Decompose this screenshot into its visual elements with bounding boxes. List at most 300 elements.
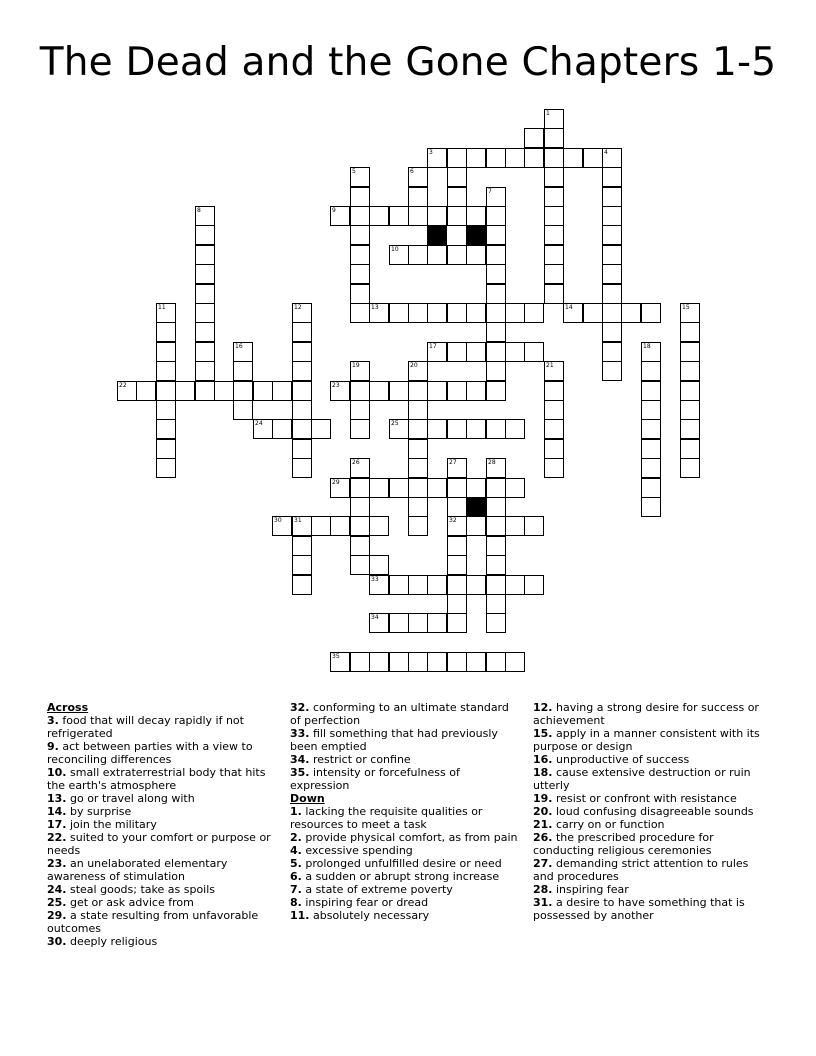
- clue-item-text: small extraterrestrial body that hits the earth's atmosphere: [47, 766, 266, 792]
- grid-cell[interactable]: [330, 516, 350, 536]
- grid-cell[interactable]: [524, 575, 544, 595]
- grid-cell[interactable]: [486, 264, 506, 284]
- grid-cell[interactable]: [680, 381, 700, 401]
- clue-item-text: restrict or confine: [309, 753, 411, 766]
- grid-cell[interactable]: [602, 167, 622, 187]
- clue-item-text: loud confusing disagreeable sounds: [552, 805, 754, 818]
- grid-cell[interactable]: [427, 419, 447, 439]
- grid-cell[interactable]: [427, 575, 447, 595]
- clue-item-number: 26.: [533, 831, 553, 844]
- grid-cell[interactable]: [350, 536, 370, 556]
- grid-cell[interactable]: [195, 245, 215, 265]
- grid-cell[interactable]: [544, 187, 564, 207]
- grid-cell[interactable]: [466, 478, 486, 498]
- grid-cell[interactable]: [292, 322, 312, 342]
- clue-item-text: inspiring fear: [552, 883, 629, 896]
- grid-cell[interactable]: [486, 516, 506, 536]
- grid-cell[interactable]: [486, 419, 506, 439]
- grid-cell[interactable]: [195, 342, 215, 362]
- grid-cell[interactable]: [486, 594, 506, 614]
- grid-cell[interactable]: [466, 206, 486, 226]
- grid-cell[interactable]: [641, 381, 661, 401]
- grid-cell[interactable]: [350, 167, 370, 187]
- grid-cell[interactable]: [447, 613, 467, 633]
- clue-item: [533, 766, 765, 792]
- clue-item: [290, 701, 522, 727]
- grid-cell[interactable]: [117, 381, 137, 401]
- grid-cell[interactable]: [486, 458, 506, 478]
- grid-cell[interactable]: [427, 148, 447, 168]
- grid-cell[interactable]: [447, 148, 467, 168]
- grid-cell[interactable]: [602, 187, 622, 207]
- grid-cell[interactable]: [602, 206, 622, 226]
- grid-cell[interactable]: [389, 419, 409, 439]
- grid-cell[interactable]: [408, 167, 428, 187]
- grid-cell[interactable]: [486, 342, 506, 362]
- grid-cell[interactable]: [369, 516, 389, 536]
- clue-item-number: 5.: [290, 857, 302, 870]
- grid-cell[interactable]: [408, 381, 428, 401]
- grid-cell[interactable]: [641, 478, 661, 498]
- clue-item: [47, 740, 279, 766]
- grid-cell[interactable]: [156, 458, 176, 478]
- clue-item-number: 28.: [533, 883, 553, 896]
- grid-cell[interactable]: [680, 439, 700, 459]
- clue-number: 28: [488, 459, 496, 466]
- grid-cell[interactable]: [350, 303, 370, 323]
- clue-item: [533, 753, 765, 766]
- clue-item-text: apply in a manner consistent with its purpose or design: [533, 727, 760, 753]
- grid-cell[interactable]: [195, 206, 215, 226]
- grid-cell[interactable]: [427, 342, 447, 362]
- down-heading: Down: [290, 792, 325, 805]
- clue-item: [47, 792, 279, 805]
- grid-cell[interactable]: [466, 575, 486, 595]
- grid-cell[interactable]: [505, 652, 525, 672]
- grid-cell[interactable]: [292, 575, 312, 595]
- grid-cell[interactable]: [350, 400, 370, 420]
- across-heading: Across: [47, 701, 89, 714]
- grid-cell[interactable]: [350, 361, 370, 381]
- grid-cell[interactable]: [544, 458, 564, 478]
- clue-number: 7: [488, 188, 492, 195]
- grid-cell[interactable]: [544, 284, 564, 304]
- clue-number: 35: [332, 653, 340, 660]
- clue-item-number: 17.: [47, 818, 67, 831]
- grid-cell[interactable]: [544, 264, 564, 284]
- grid-cell[interactable]: [447, 342, 467, 362]
- grid-cell[interactable]: [486, 652, 506, 672]
- grid-cell[interactable]: [447, 594, 467, 614]
- grid-cell[interactable]: [427, 206, 447, 226]
- grid-cell[interactable]: [408, 613, 428, 633]
- grid-cell[interactable]: [505, 303, 525, 323]
- grid-cell[interactable]: [350, 264, 370, 284]
- grid-cell[interactable]: [641, 342, 661, 362]
- grid-cell[interactable]: [680, 458, 700, 478]
- grid-cell[interactable]: [156, 342, 176, 362]
- grid-cell[interactable]: [408, 439, 428, 459]
- grid-cell[interactable]: [408, 400, 428, 420]
- grid-cell[interactable]: [602, 245, 622, 265]
- clue-item-text: demanding strict attention to rules and procedures: [533, 857, 749, 883]
- grid-cell[interactable]: [136, 381, 156, 401]
- grid-cell[interactable]: [214, 381, 234, 401]
- grid-cell[interactable]: [350, 555, 370, 575]
- clue-item: [290, 727, 522, 753]
- grid-cell[interactable]: [369, 613, 389, 633]
- grid-cell[interactable]: [389, 613, 409, 633]
- grid-cell[interactable]: [641, 419, 661, 439]
- grid-cell[interactable]: [408, 516, 428, 536]
- grid-cell[interactable]: [292, 536, 312, 556]
- grid-cell[interactable]: [350, 187, 370, 207]
- grid-cell[interactable]: [505, 575, 525, 595]
- clue-number: 1: [546, 110, 550, 117]
- grid-cell[interactable]: [486, 575, 506, 595]
- grid-cell[interactable]: [544, 439, 564, 459]
- grid-cell[interactable]: [195, 361, 215, 381]
- grid-cell[interactable]: [544, 245, 564, 265]
- clue-item: [47, 766, 279, 792]
- clue-item-text: the prescribed procedure for conducting religious ceremonies: [533, 831, 714, 857]
- grid-cell[interactable]: [544, 167, 564, 187]
- clue-number: 21: [546, 362, 554, 369]
- grid-cell[interactable]: [486, 381, 506, 401]
- black-cell: [466, 497, 486, 517]
- grid-cell[interactable]: [389, 303, 409, 323]
- grid-cell[interactable]: [447, 245, 467, 265]
- grid-cell[interactable]: [195, 303, 215, 323]
- grid-cell[interactable]: [369, 652, 389, 672]
- grid-cell[interactable]: [408, 458, 428, 478]
- grid-cell[interactable]: [447, 187, 467, 207]
- grid-cell[interactable]: [369, 478, 389, 498]
- grid-cell[interactable]: [641, 400, 661, 420]
- grid-cell[interactable]: [156, 361, 176, 381]
- grid-cell[interactable]: [447, 652, 467, 672]
- grid-cell[interactable]: [427, 303, 447, 323]
- grid-cell[interactable]: [602, 361, 622, 381]
- clue-item-number: 4.: [290, 844, 302, 857]
- grid-cell[interactable]: [389, 206, 409, 226]
- grid-cell[interactable]: [408, 478, 428, 498]
- grid-cell[interactable]: [641, 439, 661, 459]
- grid-cell[interactable]: [466, 245, 486, 265]
- grid-cell[interactable]: [292, 555, 312, 575]
- grid-cell[interactable]: [486, 284, 506, 304]
- grid-cell[interactable]: [156, 322, 176, 342]
- clue-item-text: cause extensive destruction or ruin utterly: [533, 766, 751, 792]
- grid-cell[interactable]: [311, 419, 331, 439]
- grid-cell[interactable]: [563, 303, 583, 323]
- grid-cell[interactable]: [486, 613, 506, 633]
- grid-cell[interactable]: [389, 245, 409, 265]
- grid-cell[interactable]: [195, 225, 215, 245]
- grid-cell[interactable]: [486, 478, 506, 498]
- grid-cell[interactable]: [427, 381, 447, 401]
- grid-cell[interactable]: [680, 419, 700, 439]
- grid-cell[interactable]: [447, 516, 467, 536]
- grid-cell[interactable]: [427, 245, 447, 265]
- clue-item-number: 30.: [47, 935, 67, 948]
- clue-item: [47, 896, 279, 909]
- grid-cell[interactable]: [583, 148, 603, 168]
- grid-cell[interactable]: [292, 439, 312, 459]
- grid-cell[interactable]: [350, 381, 370, 401]
- grid-cell[interactable]: [195, 284, 215, 304]
- clue-number: 25: [391, 420, 399, 427]
- grid-cell[interactable]: [292, 516, 312, 536]
- grid-cell[interactable]: [389, 478, 409, 498]
- grid-cell[interactable]: [505, 148, 525, 168]
- grid-cell[interactable]: [544, 381, 564, 401]
- grid-cell[interactable]: [447, 497, 467, 517]
- grid-cell[interactable]: [505, 478, 525, 498]
- grid-cell[interactable]: [641, 361, 661, 381]
- grid-cell[interactable]: [253, 419, 273, 439]
- grid-cell[interactable]: [486, 536, 506, 556]
- grid-cell[interactable]: [544, 148, 564, 168]
- clue-item-text: by surprise: [66, 805, 132, 818]
- grid-cell[interactable]: [233, 342, 253, 362]
- grid-cell[interactable]: [369, 575, 389, 595]
- grid-cell[interactable]: [680, 322, 700, 342]
- grid-cell[interactable]: [544, 206, 564, 226]
- clue-item-number: 20.: [533, 805, 553, 818]
- grid-cell[interactable]: [602, 225, 622, 245]
- grid-cell[interactable]: [350, 245, 370, 265]
- grid-cell[interactable]: [350, 206, 370, 226]
- grid-cell[interactable]: [408, 419, 428, 439]
- grid-cell[interactable]: [680, 400, 700, 420]
- grid-cell[interactable]: [447, 458, 467, 478]
- grid-cell[interactable]: [156, 303, 176, 323]
- clue-item-text: act between parties with a view to reconciling differences: [47, 740, 253, 766]
- grid-cell[interactable]: [680, 361, 700, 381]
- grid-cell[interactable]: [330, 206, 350, 226]
- clue-item-number: 32.: [290, 701, 310, 714]
- grid-cell[interactable]: [447, 478, 467, 498]
- grid-cell[interactable]: [466, 148, 486, 168]
- grid-cell[interactable]: [408, 245, 428, 265]
- grid-cell[interactable]: [350, 652, 370, 672]
- grid-cell[interactable]: [350, 284, 370, 304]
- clue-item: [533, 831, 765, 857]
- grid-cell[interactable]: [408, 497, 428, 517]
- grid-cell[interactable]: [330, 652, 350, 672]
- grid-cell[interactable]: [544, 128, 564, 148]
- grid-cell[interactable]: [602, 342, 622, 362]
- grid-cell[interactable]: [486, 303, 506, 323]
- clue-item: [47, 714, 279, 740]
- grid-cell[interactable]: [156, 381, 176, 401]
- grid-cell[interactable]: [156, 439, 176, 459]
- grid-cell[interactable]: [524, 303, 544, 323]
- grid-cell[interactable]: [195, 264, 215, 284]
- grid-cell[interactable]: [408, 652, 428, 672]
- grid-cell[interactable]: [641, 458, 661, 478]
- grid-cell[interactable]: [233, 361, 253, 381]
- grid-cell[interactable]: [524, 128, 544, 148]
- grid-cell[interactable]: [466, 652, 486, 672]
- grid-cell[interactable]: [447, 167, 467, 187]
- clue-item-text: a sudden or abrupt strong increase: [301, 870, 500, 883]
- grid-cell[interactable]: [389, 381, 409, 401]
- clue-number: 17: [429, 343, 437, 350]
- grid-cell[interactable]: [156, 419, 176, 439]
- grid-cell[interactable]: [544, 225, 564, 245]
- grid-cell[interactable]: [680, 303, 700, 323]
- grid-cell[interactable]: [447, 419, 467, 439]
- grid-cell[interactable]: [330, 478, 350, 498]
- grid-cell[interactable]: [486, 245, 506, 265]
- grid-cell[interactable]: [427, 652, 447, 672]
- clue-column-3: [533, 701, 765, 922]
- grid-cell[interactable]: [466, 419, 486, 439]
- clue-item-text: unproductive of success: [552, 753, 690, 766]
- grid-cell[interactable]: [408, 303, 428, 323]
- clue-item: [533, 805, 765, 818]
- grid-cell[interactable]: [524, 516, 544, 536]
- clue-item-number: 21.: [533, 818, 553, 831]
- clue-number: 31: [294, 517, 302, 524]
- grid-cell[interactable]: [195, 381, 215, 401]
- grid-cell[interactable]: [311, 516, 331, 536]
- grid-cell[interactable]: [292, 419, 312, 439]
- grid-cell[interactable]: [486, 497, 506, 517]
- clue-item: [533, 857, 765, 883]
- clue-number: 34: [371, 614, 379, 621]
- grid-cell[interactable]: [602, 284, 622, 304]
- grid-cell[interactable]: [466, 303, 486, 323]
- grid-cell[interactable]: [447, 206, 467, 226]
- grid-cell[interactable]: [292, 381, 312, 401]
- grid-cell[interactable]: [156, 400, 176, 420]
- clue-item-number: 35.: [290, 766, 310, 779]
- grid-cell[interactable]: [350, 478, 370, 498]
- clue-item-text: join the military: [66, 818, 157, 831]
- grid-cell[interactable]: [524, 148, 544, 168]
- grid-cell[interactable]: [447, 536, 467, 556]
- clue-item-number: 11.: [290, 909, 310, 922]
- grid-cell[interactable]: [292, 342, 312, 362]
- grid-cell[interactable]: [563, 148, 583, 168]
- grid-cell[interactable]: [641, 497, 661, 517]
- grid-cell[interactable]: [486, 361, 506, 381]
- clue-item-text: intensity or forcefulness of expression: [290, 766, 460, 792]
- grid-cell[interactable]: [272, 381, 292, 401]
- grid-cell[interactable]: [486, 555, 506, 575]
- grid-cell[interactable]: [447, 381, 467, 401]
- grid-cell[interactable]: [505, 342, 525, 362]
- grid-cell[interactable]: [486, 322, 506, 342]
- grid-cell[interactable]: [466, 381, 486, 401]
- grid-cell[interactable]: [544, 361, 564, 381]
- clue-number: 22: [119, 382, 127, 389]
- grid-cell[interactable]: [447, 575, 467, 595]
- grid-cell[interactable]: [350, 225, 370, 245]
- grid-cell[interactable]: [602, 148, 622, 168]
- grid-cell[interactable]: [602, 264, 622, 284]
- grid-cell[interactable]: [389, 575, 409, 595]
- clue-item-number: 6.: [290, 870, 302, 883]
- grid-cell[interactable]: [427, 478, 447, 498]
- clue-item: [290, 831, 522, 844]
- grid-cell[interactable]: [602, 303, 622, 323]
- grid-cell[interactable]: [427, 613, 447, 633]
- clue-item: [533, 818, 765, 831]
- grid-cell[interactable]: [253, 381, 273, 401]
- grid-cell[interactable]: [408, 187, 428, 207]
- clue-item: [47, 818, 279, 831]
- grid-cell[interactable]: [350, 516, 370, 536]
- grid-cell[interactable]: [350, 419, 370, 439]
- grid-cell[interactable]: [408, 361, 428, 381]
- grid-cell[interactable]: [369, 381, 389, 401]
- clue-number: 13: [371, 304, 379, 311]
- grid-cell[interactable]: [466, 516, 486, 536]
- grid-cell[interactable]: [505, 419, 525, 439]
- clue-item: [290, 844, 522, 857]
- grid-cell[interactable]: [272, 419, 292, 439]
- grid-cell[interactable]: [583, 303, 603, 323]
- grid-cell[interactable]: [524, 342, 544, 362]
- grid-cell[interactable]: [350, 458, 370, 478]
- grid-cell[interactable]: [544, 419, 564, 439]
- grid-cell[interactable]: [233, 381, 253, 401]
- clue-item-text: a state resulting from unfavorable outcomes: [47, 909, 259, 935]
- grid-cell[interactable]: [447, 555, 467, 575]
- grid-cell[interactable]: [408, 575, 428, 595]
- grid-cell[interactable]: [466, 342, 486, 362]
- grid-cell[interactable]: [292, 361, 312, 381]
- grid-cell[interactable]: [408, 206, 428, 226]
- grid-cell[interactable]: [369, 206, 389, 226]
- grid-cell[interactable]: [292, 303, 312, 323]
- grid-cell[interactable]: [544, 109, 564, 129]
- grid-cell[interactable]: [292, 400, 312, 420]
- grid-cell[interactable]: [602, 322, 622, 342]
- grid-cell[interactable]: [389, 652, 409, 672]
- clue-number: 3: [429, 149, 433, 156]
- grid-cell[interactable]: [544, 400, 564, 420]
- grid-cell[interactable]: [330, 381, 350, 401]
- grid-cell[interactable]: [505, 516, 525, 536]
- grid-cell[interactable]: [350, 497, 370, 517]
- grid-cell[interactable]: [369, 555, 389, 575]
- grid-cell[interactable]: [486, 187, 506, 207]
- grid-cell[interactable]: [486, 225, 506, 245]
- clue-number: 30: [274, 517, 282, 524]
- clue-item-number: 22.: [47, 831, 67, 844]
- grid-cell[interactable]: [486, 148, 506, 168]
- grid-cell[interactable]: [641, 303, 661, 323]
- grid-cell[interactable]: [175, 381, 195, 401]
- clue-number: 29: [332, 479, 340, 486]
- grid-cell[interactable]: [195, 322, 215, 342]
- grid-cell[interactable]: [233, 400, 253, 420]
- grid-cell[interactable]: [447, 303, 467, 323]
- clue-item-text: inspiring fear or dread: [301, 896, 429, 909]
- grid-cell[interactable]: [369, 303, 389, 323]
- clue-item: [47, 935, 279, 948]
- grid-cell[interactable]: [621, 303, 641, 323]
- grid-cell[interactable]: [292, 458, 312, 478]
- grid-cell[interactable]: [272, 516, 292, 536]
- grid-cell[interactable]: [486, 206, 506, 226]
- grid-cell[interactable]: [680, 342, 700, 362]
